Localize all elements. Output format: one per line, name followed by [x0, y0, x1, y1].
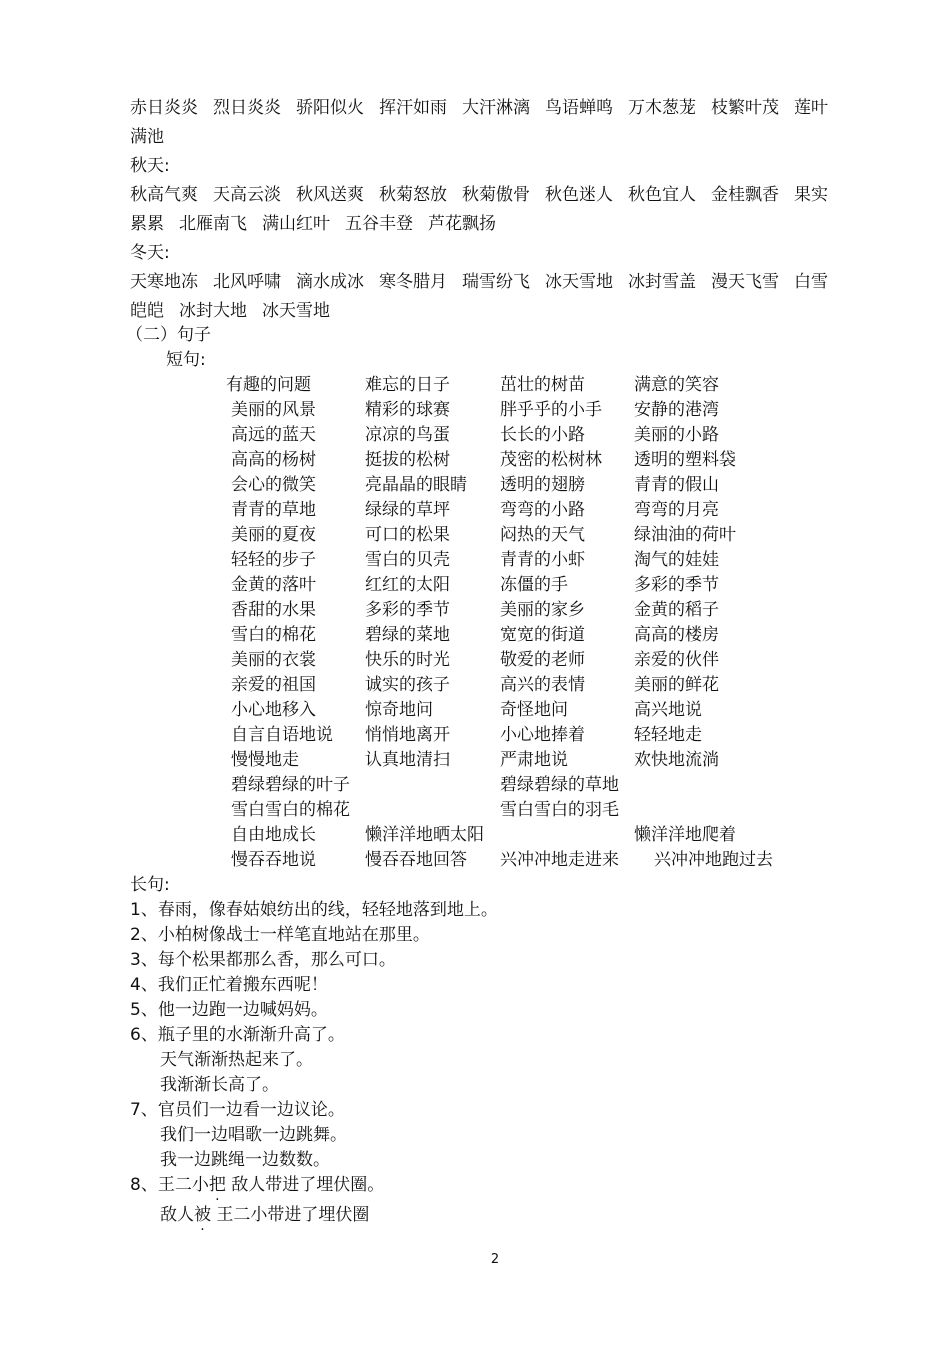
- phrase: 青青的假山: [634, 475, 719, 495]
- phrase: 亮晶晶的眼睛: [365, 475, 467, 495]
- autumn-heading: 秋天:: [130, 156, 170, 176]
- sentence: 5、他一边跑一边喊妈妈。: [130, 1000, 328, 1020]
- word: 鸟语蝉鸣: [545, 98, 613, 118]
- phrase: 满意的笑容: [634, 375, 719, 395]
- phrase: 透明的翅膀: [500, 475, 585, 495]
- phrase: 惊奇地问: [365, 700, 433, 720]
- phrase: 亲爱的祖国: [231, 675, 316, 695]
- winter-heading: 冬天:: [130, 243, 170, 263]
- sentence: 7、官员们一边看一边议论。: [130, 1100, 345, 1120]
- word: 金桂飘香: [711, 185, 779, 205]
- phrase: 高兴地说: [634, 700, 702, 720]
- phrase: 美丽的衣裳: [231, 650, 316, 670]
- word: 皑皑: [130, 301, 164, 321]
- phrase: 雪白的贝壳: [365, 550, 450, 570]
- phrase: 自言自语地说: [231, 725, 333, 745]
- word: 冰封大地: [179, 301, 247, 321]
- phrase: 兴冲冲地走进来: [500, 850, 619, 870]
- phrase: 青青的小虾: [500, 550, 585, 570]
- phrase: 多彩的季节: [365, 600, 450, 620]
- word: 秋菊怒放: [379, 185, 447, 205]
- short-sentences-heading: 短句:: [166, 350, 206, 370]
- phrase: 雪白雪白的棉花: [231, 800, 350, 820]
- phrase: 严肃地说: [500, 750, 568, 770]
- phrase: 长长的小路: [500, 425, 585, 445]
- word: 五谷丰登: [345, 214, 413, 234]
- word: 果实: [794, 185, 828, 205]
- phrase: 慢吞吞地回答: [365, 850, 467, 870]
- phrase: 慢吞吞地说: [231, 850, 316, 870]
- sentence-8a: [130, 1173, 384, 1197]
- sentence: 天气渐渐热起来了。: [160, 1050, 313, 1070]
- phrase: 美丽的家乡: [500, 600, 585, 620]
- phrase: 慢慢地走: [231, 750, 299, 770]
- section-heading-sentences: （二）句子: [126, 325, 211, 345]
- phrase: 快乐的时光: [365, 650, 450, 670]
- phrase: 敬爱的老师: [500, 650, 585, 670]
- word: 北风呼啸: [213, 272, 281, 292]
- sentence: 1、春雨，像春姑娘纺出的线，轻轻地落到地上。: [130, 900, 498, 920]
- phrase: 欢快地流淌: [634, 750, 719, 770]
- word: 冰封雪盖: [628, 272, 696, 292]
- phrase: 青青的草地: [231, 500, 316, 520]
- phrase: 轻轻的步子: [231, 550, 316, 570]
- phrase: 多彩的季节: [634, 575, 719, 595]
- word: 漫天飞雪: [711, 272, 779, 292]
- sentence-part: 王二小带进了埋伏圈: [211, 1205, 370, 1225]
- word: 赤日炎炎: [130, 98, 198, 118]
- phrase: 高高的杨树: [231, 450, 316, 470]
- phrase: 绿绿的草坪: [365, 500, 450, 520]
- phrase: 轻轻地走: [634, 725, 702, 745]
- phrase: 凉凉的鸟蛋: [365, 425, 450, 445]
- phrase: 冻僵的手: [500, 575, 568, 595]
- emphasis-dot-word: 被: [194, 1205, 211, 1225]
- phrase: 安静的港湾: [634, 400, 719, 420]
- sentence-8b: [160, 1203, 369, 1227]
- sentence: 6、瓶子里的水渐渐升高了。: [130, 1025, 345, 1045]
- phrase: 胖乎乎的小手: [500, 400, 602, 420]
- phrase: 美丽的鲜花: [634, 675, 719, 695]
- phrase: 弯弯的月亮: [634, 500, 719, 520]
- summer-words-line-1: [130, 96, 843, 120]
- phrase: 香甜的水果: [231, 600, 316, 620]
- phrase: 金黄的落叶: [231, 575, 316, 595]
- sentence-part: 敌人带进了埋伏圈。: [225, 1175, 385, 1195]
- phrase: 雪白雪白的羽毛: [500, 800, 619, 820]
- word: 北雁南飞: [179, 214, 247, 234]
- phrase: 绿油油的荷叶: [634, 525, 736, 545]
- word: 秋菊傲骨: [462, 185, 530, 205]
- word: 万木葱茏: [628, 98, 696, 118]
- phrase: 宽宽的街道: [500, 625, 585, 645]
- word: 挥汗如雨: [379, 98, 447, 118]
- word: 滴水成冰: [296, 272, 364, 292]
- phrase: 懒洋洋地晒太阳: [365, 825, 484, 845]
- phrase: 有趣的问题: [226, 375, 311, 395]
- word: 秋高气爽: [130, 185, 198, 205]
- phrase: 自由地成长: [231, 825, 316, 845]
- word: 枝繁叶茂: [711, 98, 779, 118]
- winter-words-line-1: [130, 270, 843, 294]
- sentence-part: 8、王二小: [130, 1175, 209, 1195]
- word: 冰天雪地: [262, 301, 330, 321]
- phrase: 雪白的棉花: [231, 625, 316, 645]
- phrase: 茂密的松树林: [500, 450, 602, 470]
- phrase: 兴冲冲地跑过去: [654, 850, 773, 870]
- word: 寒冬腊月: [379, 272, 447, 292]
- phrase: 闷热的天气: [500, 525, 585, 545]
- sentence: 我一边跳绳一边数数。: [160, 1150, 330, 1170]
- phrase: 弯弯的小路: [500, 500, 585, 520]
- sentence-part: 敌人: [160, 1205, 194, 1225]
- phrase: 诚实的孩子: [365, 675, 450, 695]
- phrase: 亲爱的伙伴: [634, 650, 719, 670]
- phrase: 淘气的娃娃: [634, 550, 719, 570]
- phrase: 会心的微笑: [231, 475, 316, 495]
- emphasis-dot-word: 把: [208, 1175, 226, 1195]
- summer-words-line-2: [130, 125, 179, 149]
- phrase: 挺拔的松树: [365, 450, 450, 470]
- phrase: 红红的太阳: [365, 575, 450, 595]
- autumn-words-line-1: [130, 183, 843, 207]
- phrase: 碧绿碧绿的草地: [500, 775, 619, 795]
- word: 大汗淋漓: [462, 98, 530, 118]
- word: 秋色宜人: [628, 185, 696, 205]
- phrase: 高远的蓝天: [231, 425, 316, 445]
- phrase: 透明的塑料袋: [634, 450, 736, 470]
- word: 天高云淡: [213, 185, 281, 205]
- long-sentences-heading: 长句:: [130, 875, 170, 895]
- winter-words-line-2: [130, 299, 345, 323]
- phrase: 小心地移入: [231, 700, 316, 720]
- word: 满山红叶: [262, 214, 330, 234]
- sentence: 3、每个松果都那么香，那么可口。: [130, 950, 396, 970]
- phrase: 高兴的表情: [500, 675, 585, 695]
- autumn-words-line-2: [130, 212, 511, 236]
- page-number: 2: [490, 1252, 500, 1267]
- word: 累累: [130, 214, 164, 234]
- word: 骄阳似火: [296, 98, 364, 118]
- phrase: 高高的楼房: [634, 625, 719, 645]
- word: 莲叶: [794, 98, 828, 118]
- phrase: 难忘的日子: [365, 375, 450, 395]
- sentence: 4、我们正忙着搬东西呢！: [130, 975, 328, 995]
- word: 天寒地冻: [130, 272, 198, 292]
- word: 冰天雪地: [545, 272, 613, 292]
- word: 秋色迷人: [545, 185, 613, 205]
- word: 芦花飘扬: [428, 214, 496, 234]
- phrase: 小心地捧着: [500, 725, 585, 745]
- phrase: 金黄的稻子: [634, 600, 719, 620]
- sentence: 我渐渐长高了。: [160, 1075, 279, 1095]
- phrase: 可口的松果: [365, 525, 450, 545]
- word: 满池: [130, 127, 164, 147]
- phrase: 美丽的小路: [634, 425, 719, 445]
- phrase: 茁壮的树苗: [500, 375, 585, 395]
- word: 白雪: [794, 272, 828, 292]
- word: 秋风送爽: [296, 185, 364, 205]
- sentence: 我们一边唱歌一边跳舞。: [160, 1125, 347, 1145]
- phrase: 懒洋洋地爬着: [634, 825, 736, 845]
- word: 烈日炎炎: [213, 98, 281, 118]
- phrase: 奇怪地问: [500, 700, 568, 720]
- sentence: 2、小柏树像战士一样笔直地站在那里。: [130, 925, 430, 945]
- phrase: 认真地清扫: [365, 750, 450, 770]
- word: 瑞雪纷飞: [462, 272, 530, 292]
- phrase: 悄悄地离开: [365, 725, 450, 745]
- phrase: 美丽的夏夜: [231, 525, 316, 545]
- phrase: 碧绿的菜地: [365, 625, 450, 645]
- phrase: 美丽的风景: [231, 400, 316, 420]
- phrase: 精彩的球赛: [365, 400, 450, 420]
- phrase: 碧绿碧绿的叶子: [231, 775, 350, 795]
